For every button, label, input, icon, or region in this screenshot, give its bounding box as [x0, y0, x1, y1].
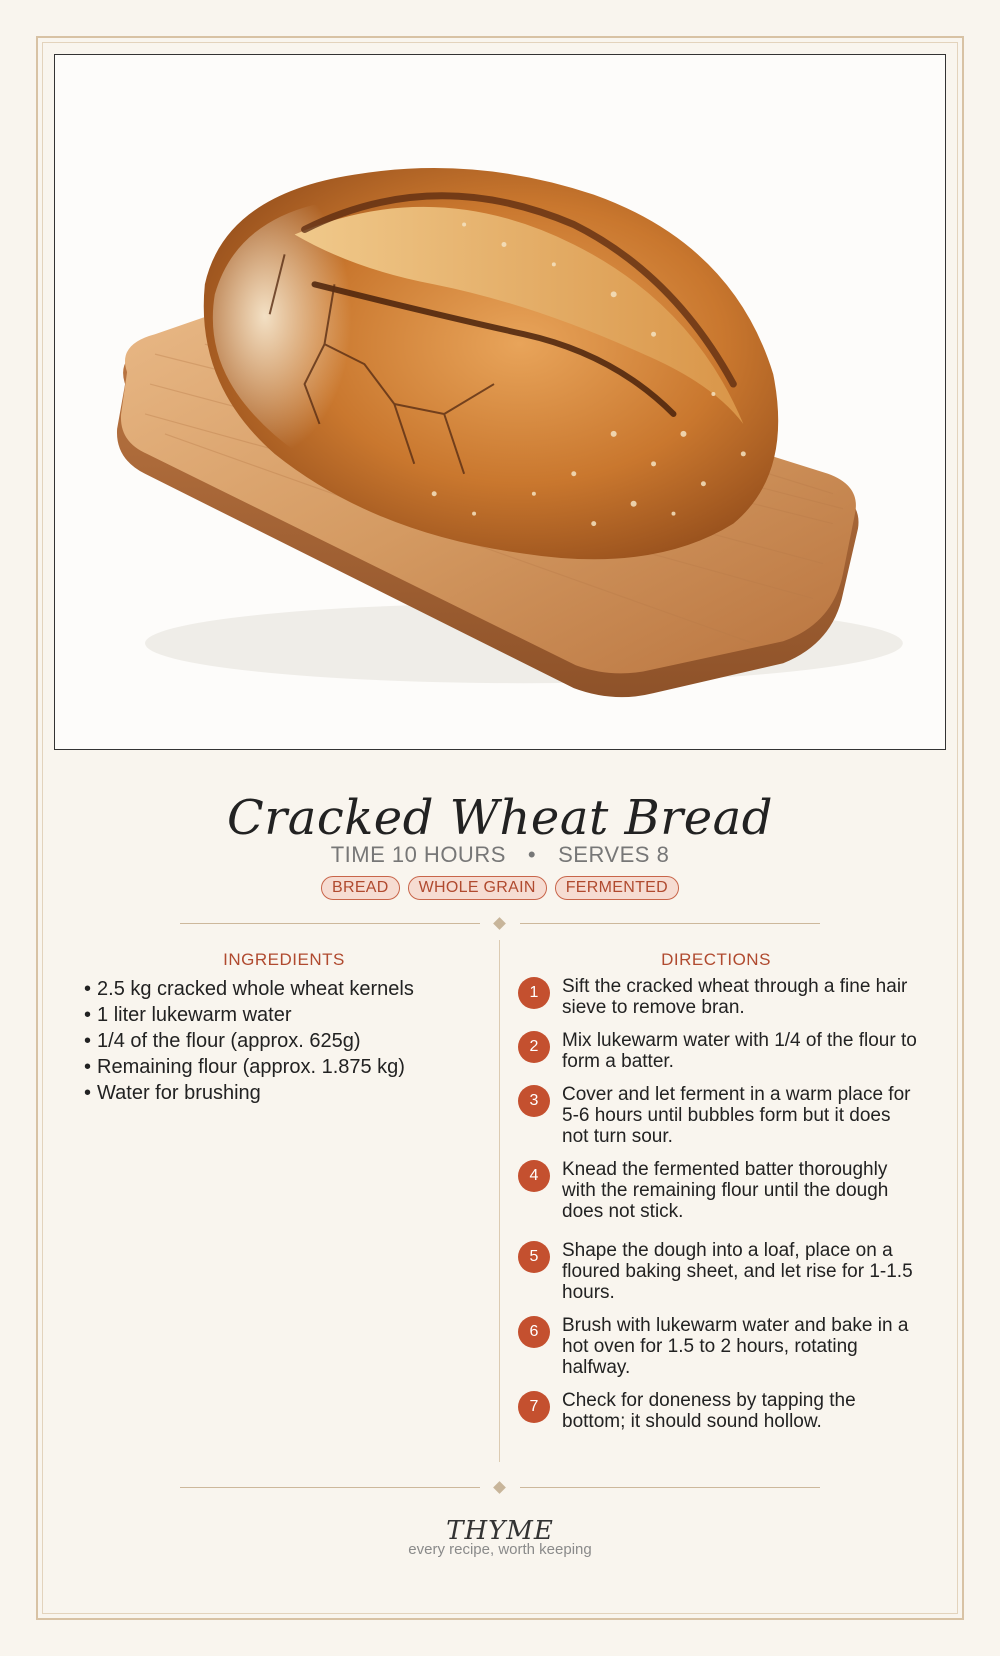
- recipe-time: TIME 10 HOURS: [330, 842, 506, 867]
- ingredients-list: [84, 978, 484, 1108]
- tag-fermented[interactable]: FERMENTED: [555, 876, 679, 900]
- step-number-badge: 2: [518, 1031, 550, 1063]
- step-text: Brush with lukewarm water and bake in a hot oven for 1.5 to 2 hours, rotating halfway.: [562, 1315, 909, 1378]
- ingredients-heading: INGREDIENTS: [223, 950, 345, 969]
- direction-step: [518, 1315, 918, 1378]
- directions-heading: DIRECTIONS: [661, 950, 771, 969]
- step-number-badge: 7: [518, 1391, 550, 1423]
- column-separator: [499, 940, 500, 1462]
- step-number-badge: 6: [518, 1316, 550, 1348]
- brand-logo-text: THYME: [446, 1516, 554, 1546]
- direction-step: [518, 1030, 918, 1072]
- diamond-ornament-icon: [493, 1481, 506, 1494]
- recipe-title: Cracked Wheat Bread: [227, 790, 773, 846]
- step-number-badge: 1: [518, 977, 550, 1009]
- tag-bread[interactable]: BREAD: [321, 876, 400, 900]
- step-text: Check for doneness by tapping the bottom; it should sound hollow.: [562, 1390, 856, 1432]
- diamond-ornament-icon: [493, 917, 506, 930]
- ingredient-item: • 2.5 kg cracked whole wheat kernels: [84, 978, 484, 1000]
- tag-whole-grain[interactable]: WHOLE GRAIN: [408, 876, 547, 900]
- brand-tagline: every recipe, worth keeping: [408, 1541, 592, 1558]
- step-text: Cover and let ferment in a warm place for 5-6 hours until bubbles form but it does not turn sour.: [562, 1084, 911, 1147]
- step-text: Mix lukewarm water with 1/4 of the flour to form a batter.: [562, 1030, 917, 1072]
- directions-list: [518, 976, 918, 1432]
- recipe-meta: [0, 842, 1000, 868]
- divider-bottom: [180, 1482, 820, 1494]
- bread-illustration: [54, 54, 946, 750]
- step-text: Knead the fermented batter thoroughly with the remaining flour until the dough does not stick.: [562, 1159, 889, 1222]
- direction-step: [518, 1390, 918, 1432]
- direction-step: [518, 1084, 918, 1147]
- ingredient-item: • Water for brushing: [84, 1082, 484, 1104]
- direction-step: [518, 1159, 918, 1222]
- ingredient-item: • Remaining flour (approx. 1.875 kg): [84, 1056, 484, 1078]
- divider-top: [180, 918, 820, 930]
- meta-separator: •: [527, 842, 537, 867]
- step-number-badge: 3: [518, 1085, 550, 1117]
- step-text: Sift the cracked wheat through a fine hair sieve to remove bran.: [562, 976, 908, 1018]
- ingredient-item: • 1 liter lukewarm water: [84, 1004, 484, 1026]
- recipe-serves: SERVES 8: [558, 842, 670, 867]
- direction-step: [518, 1240, 918, 1303]
- step-number-badge: 4: [518, 1160, 550, 1192]
- step-number-badge: 5: [518, 1241, 550, 1273]
- ingredient-item: • 1/4 of the flour (approx. 625g): [84, 1030, 484, 1052]
- direction-step: [518, 976, 918, 1018]
- step-text: Shape the dough into a loaf, place on a floured baking sheet, and let rise for 1-1.5 hours.: [562, 1240, 913, 1303]
- tag-list: [0, 876, 1000, 900]
